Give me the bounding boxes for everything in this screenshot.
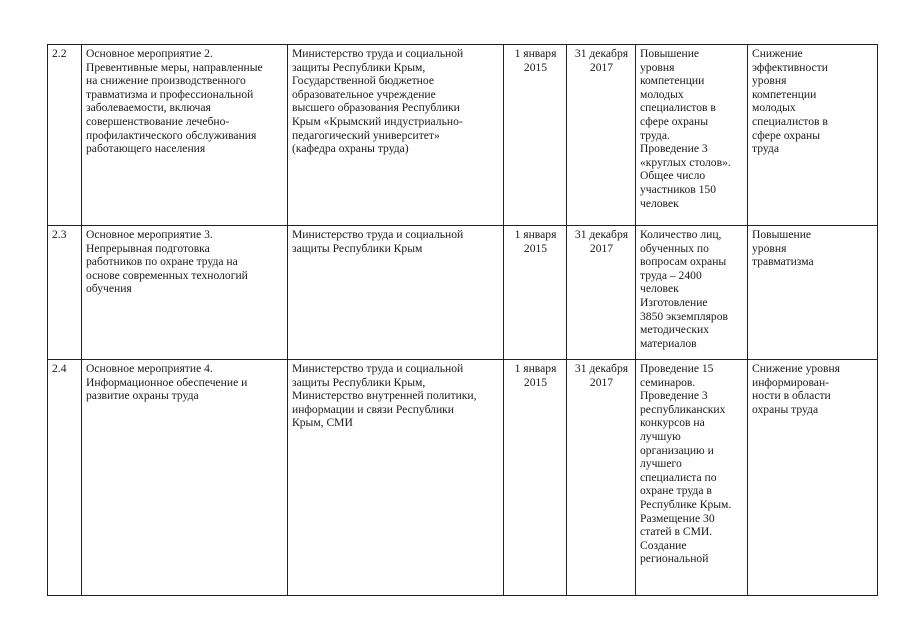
table-row: [48, 45, 878, 226]
activity-cell: Основное мероприятие 4. Информационное обеспечение и развитие охраны труда: [82, 360, 288, 596]
consequence-cell: Снижение эффективности уровня компетенции молодых специалистов в сфере охраны труда: [748, 45, 878, 226]
executor-cell: Министерство труда и социальной защиты Республики Крым: [288, 226, 504, 360]
activity-cell: Основное мероприятие 3. Непрерывная подготовка работников по охране труда на основе современных технологий обучения: [82, 226, 288, 360]
program-activities-table: [47, 44, 878, 596]
consequence-cell: Повышение уровня травматизма: [748, 226, 878, 360]
table-row: [48, 360, 878, 596]
start-date-cell: 1 января 2015: [504, 360, 567, 596]
row-number: 2.2: [48, 45, 82, 226]
end-date-cell: 31 декабря 2017: [567, 45, 636, 226]
row-number: 2.3: [48, 226, 82, 360]
end-date-cell: 31 декабря 2017: [567, 360, 636, 596]
executor-cell: Министерство труда и социальной защиты Республики Крым, Государственной бюджетное образовательное учреждение высшего образования Республики Крым «Крымский индустриально- педагогический университет» (кафедра охраны труда): [288, 45, 504, 226]
start-date-cell: 1 января 2015: [504, 226, 567, 360]
consequence-cell: Снижение уровня информирован- ности в области охраны труда: [748, 360, 878, 596]
end-date-cell: 31 декабря 2017: [567, 226, 636, 360]
row-number: 2.4: [48, 360, 82, 596]
expected-result-cell: Проведение 15 семинаров. Проведение 3 республиканских конкурсов на лучшую организацию и лучшего специалиста по охране труда в Республике Крым. Размещение 30 статей в СМИ. Создание региональной: [636, 360, 748, 596]
expected-result-cell: Количество лиц, обученных по вопросам охраны труда – 2400 человек Изготовление 3850 экземпляров методических материалов: [636, 226, 748, 360]
start-date-cell: 1 января 2015: [504, 45, 567, 226]
table-row: [48, 226, 878, 360]
activity-cell: Основное мероприятие 2. Превентивные меры, направленные на снижение производственного травматизма и профессиональной заболеваемости, включая совершенствование лечебно- профилактического обслуживания работающего населения: [82, 45, 288, 226]
executor-cell: Министерство труда и социальной защиты Республики Крым, Министерство внутренней политики, информации и связи Республики Крым, СМИ: [288, 360, 504, 596]
expected-result-cell: Повышение уровня компетенции молодых специалистов в сфере охраны труда. Проведение 3 «круглых столов». Общее число участников 150 человек: [636, 45, 748, 226]
